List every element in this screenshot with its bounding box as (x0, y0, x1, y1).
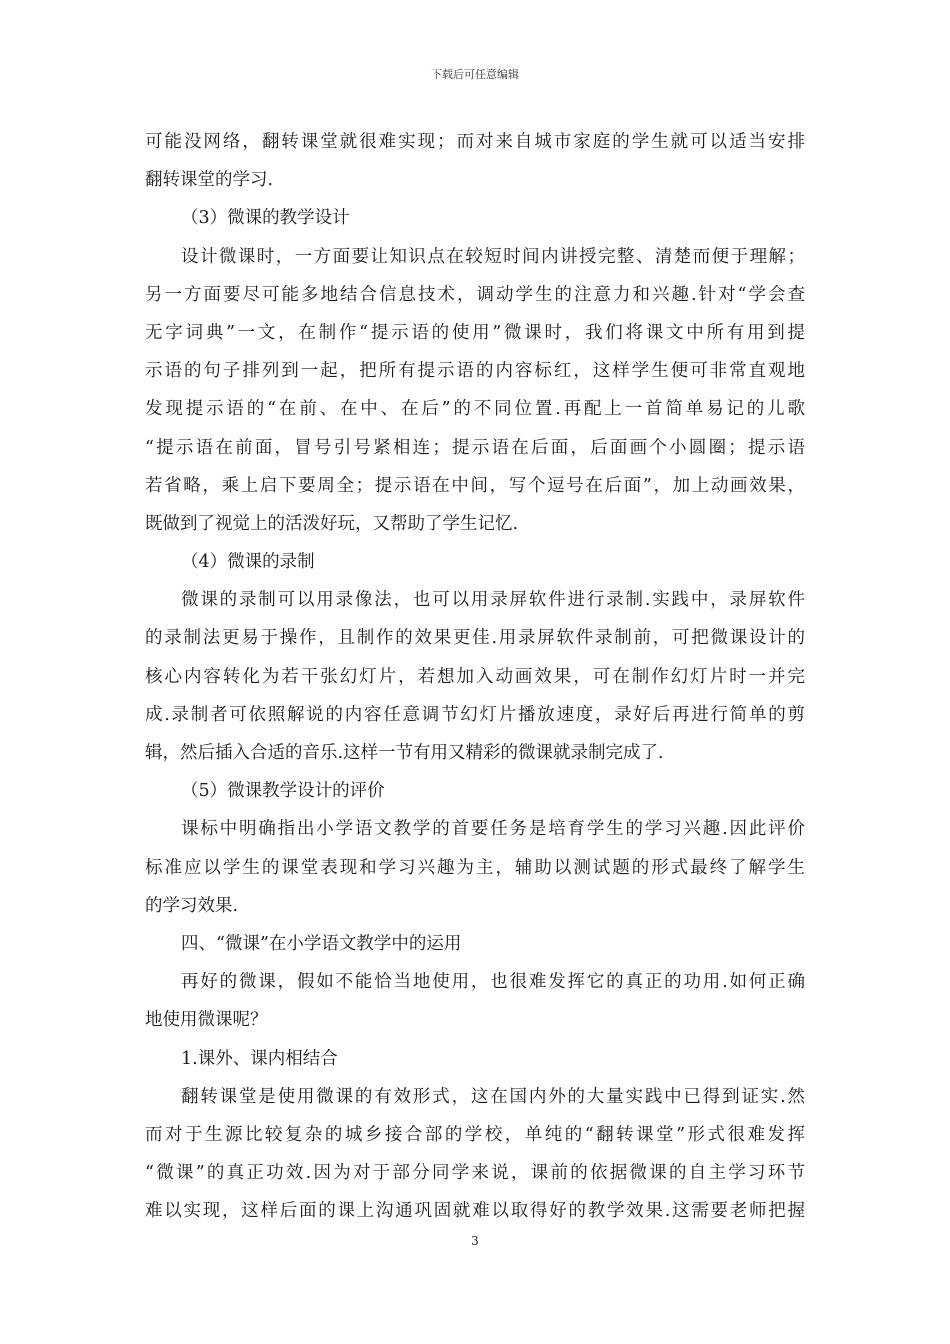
body-line: 地使用微课呢？ (145, 1010, 268, 1031)
section-heading: 1.课外、课内相结合 (181, 1048, 338, 1069)
body-line: 若省略，乘上启下要周全；提示语在中间，写个逗号在后面”，加上动画效果， (145, 475, 805, 496)
body-line: 的学习效果. (145, 895, 239, 916)
body-line: “微课”的真正功效.因为对于部分同学来说，课前的依据微课的自主学习环节 (145, 1163, 805, 1184)
body-line: 标准应以学生的课堂表现和学习兴趣为主，辅助以测试题的形式最终了解学生 (145, 857, 805, 878)
body-line: 的录制法更易于操作，且制作的效果更佳.用录屏软件录制前，可把微课设计的 (145, 628, 805, 649)
section-heading: 四、“微课”在小学语文教学中的运用 (181, 933, 462, 954)
document-body (145, 123, 805, 1230)
body-line: 辑，然后插入合适的音乐.这样一节有用又精彩的微课就录制完成了. (145, 743, 664, 763)
body-line: 微课的录制可以用录像法，也可以用录屏软件进行录制.实践中，录屏软件 (181, 590, 805, 611)
page-number: 3 (471, 1234, 479, 1248)
body-line: 翻转课堂的学习. (145, 170, 274, 191)
section-heading: （3）微课的教学设计 (181, 208, 350, 229)
body-line: 难以实现，这样后面的课上沟通巩固就难以取得好的教学效果.这需要老师把握 (145, 1201, 805, 1222)
body-line: 课标中明确指出小学语文教学的首要任务是培育学生的学习兴趣.因此评价 (181, 819, 805, 840)
body-line: 可能没网络，翻转课堂就很难实现；而对来自城市家庭的学生就可以适当安排 (145, 132, 805, 152)
section-heading: （4）微课的录制 (181, 552, 315, 573)
page-header: 下载后可任意编辑 (431, 68, 519, 81)
body-line: 成.录制者可依照解说的内容任意调节幻灯片播放速度，录好后再进行简单的剪 (145, 704, 805, 725)
body-line: 核心内容转化为若干张幻灯片，若想加入动画效果，可在制作幻灯片时一并完 (145, 666, 805, 687)
body-line: 示语的句子排列到一起，把所有提示语的内容标红，这样学生便可非常直观地 (145, 361, 805, 382)
body-line: 而对于生源比较复杂的城乡接合部的学校，单纯的“翻转课堂”形式很难发挥 (145, 1124, 805, 1145)
body-line: 再好的微课，假如不能恰当地使用，也很难发挥它的真正的功用.如何正确 (181, 972, 805, 993)
body-line: 设计微课时，一方面要让知识点在较短时间内讲授完整、清楚而便于理解； (181, 246, 805, 267)
body-line: 既做到了视觉上的活泼好玩，又帮助了学生记忆. (145, 513, 519, 534)
body-line: 另一方面要尽可能多地结合信息技术，调动学生的注意力和兴趣.针对“学会查 (145, 284, 805, 305)
body-line: “提示语在前面，冒号引号紧相连；提示语在后面，后面画个小圆圈；提示语 (145, 437, 805, 458)
body-line: 翻转课堂是使用微课的有效形式，这在国内外的大量实践中已得到证实.然 (181, 1086, 805, 1107)
body-line: 无字词典”一文，在制作“提示语的使用”微课时，我们将课文中所有用到提 (145, 322, 805, 343)
body-line: 发现提示语的“在前、在中、在后”的不同位置.再配上一首简单易记的儿歌 (145, 399, 805, 420)
section-heading: （5）微课教学设计的评价 (181, 781, 385, 802)
